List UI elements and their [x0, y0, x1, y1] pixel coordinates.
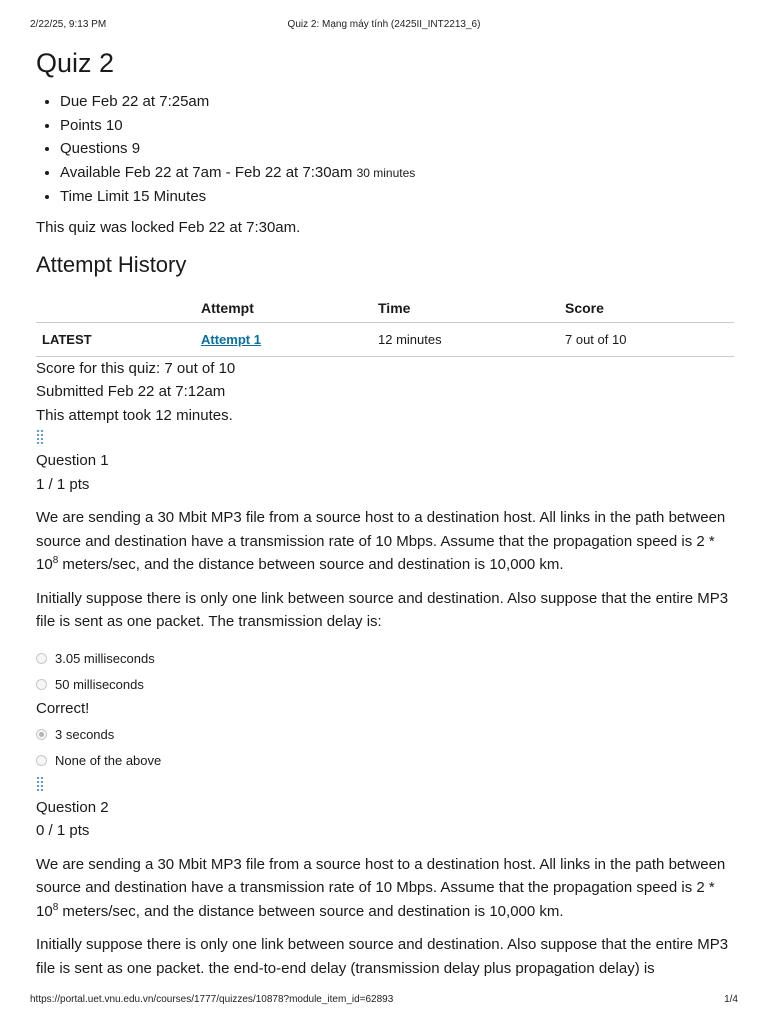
attempt-score: 7 out of 10: [565, 322, 734, 356]
quiz-score-line: Score for this quiz: 7 out of 10: [36, 359, 236, 377]
question-block: [36, 776, 734, 981]
submission-summary: [36, 357, 734, 428]
attempt-history-table: [36, 294, 734, 357]
question-text: Initially suppose there is only one link between source and destination. Also suppose that the entire MP3 file is sent as one packet. The transmission delay is:: [36, 589, 729, 630]
attempt-time: 12 minutes: [378, 322, 565, 356]
answer-label: 3.05 milliseconds: [55, 651, 155, 666]
print-datetime: 2/22/25, 9:13 PM: [30, 19, 107, 30]
answer-list: [36, 646, 734, 774]
drag-handle-icon[interactable]: [36, 776, 48, 796]
column-header-time: Time: [378, 294, 565, 323]
lock-message: This quiz was locked Feb 22 at 7:30am.: [36, 218, 301, 236]
print-page-number: 1/4: [724, 994, 738, 1005]
answer-option[interactable]: [36, 672, 734, 698]
column-header-attempt: Attempt: [201, 294, 378, 323]
radio-button[interactable]: [36, 755, 47, 766]
attempt-duration-line: This attempt took 12 minutes.: [36, 406, 233, 424]
radio-button-selected[interactable]: [36, 729, 47, 740]
radio-button[interactable]: [36, 653, 47, 664]
answer-label: 3 seconds: [55, 727, 115, 742]
column-header-label: [36, 294, 201, 323]
availability-duration: 30 minutes: [356, 165, 416, 180]
print-url: https://portal.uet.vnu.edu.vn/courses/1777/quizzes/10878?module_item_id=62893: [30, 994, 394, 1005]
answer-option[interactable]: [36, 748, 734, 774]
quiz-title: Quiz 2: [36, 48, 115, 78]
quiz-content: [36, 46, 734, 980]
print-page-title: Quiz 2: Mạng máy tính (2425II_INT2213_6): [287, 19, 481, 30]
question-text: We are sending a 30 Mbit MP3 file from a source host to a destination host. All links in the path between source and destination have a transmission rate of 10 Mbps. Assume that the propagation speed is $2 * 10^8$ meters/sec, and the distance between source and destination is 10,000 km.: [36, 509, 726, 573]
question-points: 0 / 1 pts: [36, 822, 90, 839]
drag-handle-icon[interactable]: [36, 429, 48, 449]
question-title: Question 1: [36, 452, 109, 469]
answer-option[interactable]: [36, 646, 734, 672]
quiz-availability: • Available Feb 22 at 7am - Feb 22 at 7:30am 30 minutes: [60, 161, 734, 186]
question-text: We are sending a 30 Mbit MP3 file from a source host to a destination host. All links in the path between source and destination have a transmission rate of 10 Mbps. Assume that the propagation speed is $2 * 10^8$ meters/sec, and the distance between source and destination is 10,000 km.: [36, 855, 726, 920]
quiz-points: • Points 10: [60, 114, 734, 138]
quiz-time-limit: • Time Limit 15 Minutes: [60, 185, 734, 209]
quiz-questions: • Questions 9: [60, 137, 734, 161]
print-footer: [30, 994, 738, 1008]
answer-label: 50 milliseconds: [55, 677, 144, 692]
answer-option-selected[interactable]: [36, 722, 734, 748]
question-block: [36, 429, 734, 774]
correct-answer-label: Correct!: [36, 699, 90, 717]
print-header: [30, 19, 732, 33]
radio-button[interactable]: [36, 679, 47, 690]
attempt-link[interactable]: Attempt 1: [201, 331, 261, 347]
attempt-history-heading: Attempt History: [36, 251, 187, 277]
submitted-line: Submitted Feb 22 at 7:12am: [36, 383, 226, 400]
latest-label: LATEST: [36, 322, 201, 356]
table-row: [36, 322, 734, 356]
quiz-due: • Due Feb 22 at 7:25am: [60, 90, 734, 114]
answer-label: None of the above: [55, 753, 162, 768]
column-header-score: Score: [565, 294, 734, 323]
question-title: Question 2: [36, 798, 109, 816]
quiz-details-list: [36, 90, 734, 209]
table-header-row: [36, 294, 734, 323]
question-text: Initially suppose there is only one link between source and destination. Also suppose that the entire MP3 file is sent as one packet. the end-to-end delay (transmission delay plus propagation delay) is: [36, 936, 729, 977]
question-points: 1 / 1 pts: [36, 475, 90, 493]
